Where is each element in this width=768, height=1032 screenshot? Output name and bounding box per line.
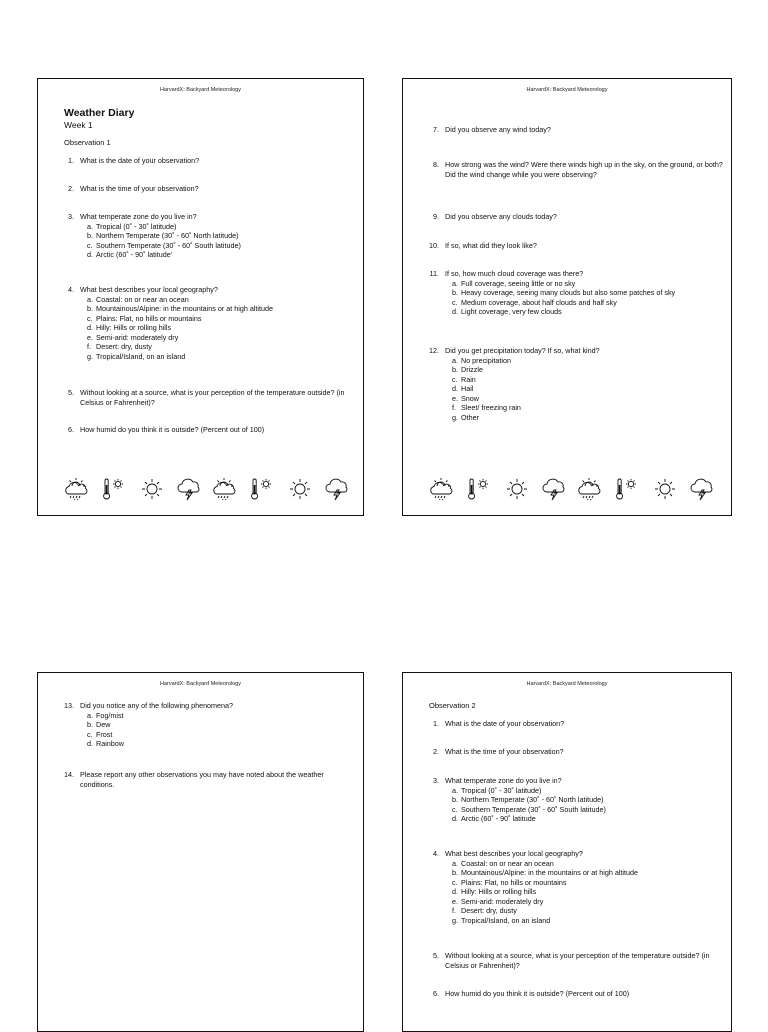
question-6 (60, 425, 355, 435)
question-number: 13. (64, 701, 74, 710)
option-item (452, 394, 725, 404)
question-text: Please report any other observations you may have noted about the weather conditions. (80, 770, 324, 789)
question-text: What is the date of your observation? (445, 719, 565, 728)
question-10 (425, 241, 725, 251)
question-5 (60, 388, 355, 407)
option-letter: b. (87, 231, 93, 240)
option-list (425, 859, 725, 926)
question-number: 8. (433, 160, 439, 169)
option-letter: e. (87, 332, 93, 342)
option-item (452, 375, 725, 385)
question-number: 9. (433, 212, 439, 221)
page-header: HarvardX: Backyard Meteorology (159, 681, 241, 687)
question-text: What best describes your local geography? (80, 285, 218, 294)
option-item (452, 906, 725, 916)
question-text: How humid do you think it is outside? (Percent out of 100) (445, 989, 630, 998)
option-item (87, 241, 355, 251)
option-item (87, 352, 355, 362)
option-text: Mountainous/Alpine: in the mountains or at high altitude (461, 868, 639, 877)
option-item (87, 730, 355, 740)
question-number: 10. (429, 241, 439, 250)
page-header: HarvardX: Backyard Meteorology (159, 87, 241, 93)
option-letter: b. (452, 795, 458, 804)
sun-icon (284, 477, 316, 506)
sun-icon (136, 477, 168, 506)
week-label: Week 1 (64, 120, 93, 130)
option-text: Drizzle (461, 365, 483, 374)
page-header: HarvardX: Backyard Meteorology (526, 681, 608, 687)
question-text: Did you observe any clouds today? (445, 212, 557, 221)
storm-cloud-icon (538, 477, 570, 506)
question-number: 1. (433, 719, 439, 728)
option-list (60, 222, 355, 260)
rain-cloud-icon (427, 477, 459, 506)
option-text: Tropical (0˚ - 30˚ latitude) (96, 221, 177, 231)
question-3 (425, 776, 725, 824)
question-1 (60, 156, 355, 166)
option-item (452, 859, 725, 869)
question-2 (60, 184, 355, 194)
option-item (87, 231, 355, 241)
question-text: Did you notice any of the following phenomena? (80, 701, 234, 710)
weather-icon-strip (427, 477, 718, 506)
question-number: 2. (68, 184, 74, 193)
question-number: 1. (68, 156, 74, 165)
option-text: Arctic (60˚ - 90˚ latitude' (96, 250, 173, 259)
option-text: No precipitation (461, 355, 511, 365)
option-item (87, 250, 355, 260)
option-letter: d. (452, 307, 458, 316)
option-text: Hail (461, 384, 474, 393)
thermometer-sun-icon (464, 477, 496, 506)
option-text: Full coverage, seeing little or no sky (461, 278, 576, 288)
option-text: Tropical (0˚ - 30˚ latitude) (461, 785, 542, 795)
option-letter: c. (452, 877, 458, 887)
option-item (452, 403, 725, 413)
question-text: Without looking at a source, what is your perception of the temperature outside? (in Celsius or Fahrenheit)? (80, 388, 345, 407)
option-item (87, 323, 355, 333)
diary-page-1 (37, 78, 364, 516)
question-number: 14. (64, 770, 74, 779)
option-text: Semi-arid: moderately dry (461, 896, 544, 906)
sun-icon (501, 477, 533, 506)
option-item (452, 298, 725, 308)
option-text: Mountainous/Alpine: in the mountains or at high altitude (96, 304, 274, 313)
question-number: 4. (68, 285, 74, 294)
option-letter: b. (87, 304, 93, 313)
question-text: What is the date of your observation? (80, 156, 200, 165)
option-letter: a. (87, 710, 93, 720)
question-text: What is the time of your observation? (80, 184, 199, 193)
question-14 (60, 770, 355, 789)
option-letter: a. (87, 221, 93, 231)
option-item (452, 814, 725, 824)
option-text: Southern Temperate (30˚ - 60˚ South latitude) (96, 240, 241, 250)
question-number: 3. (433, 776, 439, 785)
option-item (452, 795, 725, 805)
option-letter: g. (452, 412, 458, 422)
option-text: Sleet/ freezing rain (461, 403, 521, 412)
rain-cloud-icon (210, 477, 242, 506)
thermometer-sun-icon (247, 477, 279, 506)
option-text: Coastal: on or near an ocean (96, 294, 189, 304)
option-text: Fog/mist (96, 710, 124, 720)
option-letter: c. (452, 374, 458, 384)
option-item (87, 711, 355, 721)
option-letter: c. (87, 240, 93, 250)
option-text: Hilly: Hills or rolling hills (461, 887, 537, 896)
question-7 (425, 125, 725, 135)
option-letter: a. (452, 785, 458, 795)
option-item (87, 314, 355, 324)
option-item (452, 356, 725, 366)
option-item (452, 805, 725, 815)
option-letter: g. (452, 915, 458, 925)
option-letter: f. (87, 342, 91, 351)
option-item (87, 739, 355, 749)
option-text: Dew (96, 720, 111, 729)
option-text: Rain (461, 374, 476, 384)
rain-cloud-icon (62, 477, 94, 506)
option-letter: c. (452, 804, 458, 814)
question-text: How humid do you think it is outside? (Percent out of 100) (80, 425, 265, 434)
question-2 (425, 747, 725, 757)
option-text: Coastal: on or near an ocean (461, 858, 554, 868)
option-item (87, 720, 355, 730)
question-8 (425, 160, 725, 179)
option-letter: d. (452, 814, 458, 823)
option-list (60, 295, 355, 362)
thermometer-sun-icon (99, 477, 131, 506)
question-text: How strong was the wind? Were there winds high up in the sky, on the ground, or both? Did the wind change while you were observing? (445, 160, 723, 179)
option-letter: b. (87, 720, 93, 729)
question-6 (425, 989, 725, 999)
question-5 (425, 951, 725, 970)
option-item (87, 342, 355, 352)
option-text: Hilly: Hills or rolling hills (96, 323, 172, 332)
option-text: Snow (461, 393, 479, 403)
option-text: Semi-arid: moderately dry (96, 332, 179, 342)
option-letter: b. (452, 365, 458, 374)
question-text: What best describes your local geography? (445, 849, 583, 858)
option-letter: d. (87, 250, 93, 259)
question-text: If so, what did they look like? (445, 241, 537, 250)
option-letter: b. (452, 868, 458, 877)
option-letter: d. (452, 887, 458, 896)
option-text: Northern Temperate (30˚ - 60˚ North latitude) (96, 231, 239, 240)
option-text: Plains: Flat, no hills or mountains (461, 877, 567, 887)
option-letter: a. (452, 355, 458, 365)
diary-page-2 (402, 78, 732, 516)
option-letter: f. (452, 403, 456, 412)
question-text: What temperate zone do you live in? (80, 212, 197, 221)
question-number: 11. (429, 269, 439, 278)
option-list (425, 279, 725, 317)
storm-cloud-icon (321, 477, 353, 506)
option-text: Desert: dry, dusty (96, 342, 152, 351)
option-text: Light coverage, very few clouds (461, 307, 562, 316)
option-text: Plains: Flat, no hills or mountains (96, 313, 202, 323)
question-number: 5. (68, 388, 74, 397)
option-letter: b. (452, 288, 458, 297)
diary-page-4 (402, 672, 732, 1032)
option-list (425, 356, 725, 423)
option-text: Tropical/Island, on an island (96, 351, 186, 361)
option-letter: d. (452, 384, 458, 393)
option-letter: a. (452, 278, 458, 288)
question-number: 6. (68, 425, 74, 434)
option-item (87, 333, 355, 343)
option-text: Other (461, 412, 479, 422)
question-text: If so, how much cloud coverage was there? (445, 269, 584, 278)
question-12 (425, 346, 725, 422)
option-letter: g. (87, 351, 93, 361)
option-letter: e. (452, 393, 458, 403)
observation-label: Observation 2 (429, 701, 476, 710)
observation-label: Observation 1 (64, 138, 111, 147)
option-item (87, 304, 355, 314)
option-item (452, 413, 725, 423)
option-text: Northern Temperate (30˚ - 60˚ North latitude) (461, 795, 604, 804)
question-text: What is the time of your observation? (445, 747, 564, 756)
page-title: Weather Diary (64, 107, 135, 119)
option-text: Rainbow (96, 739, 124, 748)
question-9 (425, 212, 725, 222)
question-text: Without looking at a source, what is your perception of the temperature outside? (in Celsius or Fahrenheit)? (445, 951, 710, 970)
question-number: 7. (433, 125, 439, 134)
option-letter: e. (452, 896, 458, 906)
option-letter: f. (452, 906, 456, 915)
option-item (452, 279, 725, 289)
question-number: 6. (433, 989, 439, 998)
option-letter: c. (452, 297, 458, 307)
option-item (87, 295, 355, 305)
diary-page-3 (37, 672, 364, 1032)
question-text: What temperate zone do you live in? (445, 776, 562, 785)
question-text: Did you observe any wind today? (445, 125, 551, 134)
sun-icon (649, 477, 681, 506)
option-item (87, 222, 355, 232)
option-text: Southern Temperate (30˚ - 60˚ South latitude) (461, 804, 606, 814)
option-list (60, 711, 355, 749)
question-1 (425, 719, 725, 729)
option-letter: a. (87, 294, 93, 304)
option-text: Arctic (60˚ - 90˚ latitude (461, 814, 536, 823)
option-letter: d. (87, 739, 93, 748)
option-item (452, 307, 725, 317)
option-item (452, 916, 725, 926)
storm-cloud-icon (686, 477, 718, 506)
question-number: 3. (68, 212, 74, 221)
option-list (425, 786, 725, 824)
option-item (452, 897, 725, 907)
question-number: 5. (433, 951, 439, 960)
question-4 (425, 849, 725, 925)
option-text: Tropical/Island, on an island (461, 915, 551, 925)
option-letter: c. (87, 313, 93, 323)
question-number: 2. (433, 747, 439, 756)
option-letter: a. (452, 858, 458, 868)
question-text: Did you get precipitation today? If so, what kind? (445, 346, 600, 355)
rain-cloud-icon (575, 477, 607, 506)
question-13 (60, 701, 355, 749)
question-3 (60, 212, 355, 260)
option-item (452, 887, 725, 897)
option-item (452, 365, 725, 375)
option-text: Heavy coverage, seeing many clouds but also some patches of sky (461, 288, 676, 297)
option-text: Frost (96, 729, 113, 739)
option-text: Desert: dry, dusty (461, 906, 517, 915)
option-item (452, 288, 725, 298)
storm-cloud-icon (173, 477, 205, 506)
option-letter: d. (87, 323, 93, 332)
option-item (452, 384, 725, 394)
thermometer-sun-icon (612, 477, 644, 506)
option-letter: c. (87, 729, 93, 739)
question-4 (60, 285, 355, 361)
question-number: 4. (433, 849, 439, 858)
question-11 (425, 269, 725, 317)
option-text: Medium coverage, about half clouds and half sky (461, 297, 617, 307)
question-number: 12. (429, 346, 439, 355)
page-header: HarvardX: Backyard Meteorology (526, 87, 608, 93)
weather-icon-strip (62, 477, 353, 506)
option-item (452, 868, 725, 878)
option-item (452, 786, 725, 796)
option-item (452, 878, 725, 888)
